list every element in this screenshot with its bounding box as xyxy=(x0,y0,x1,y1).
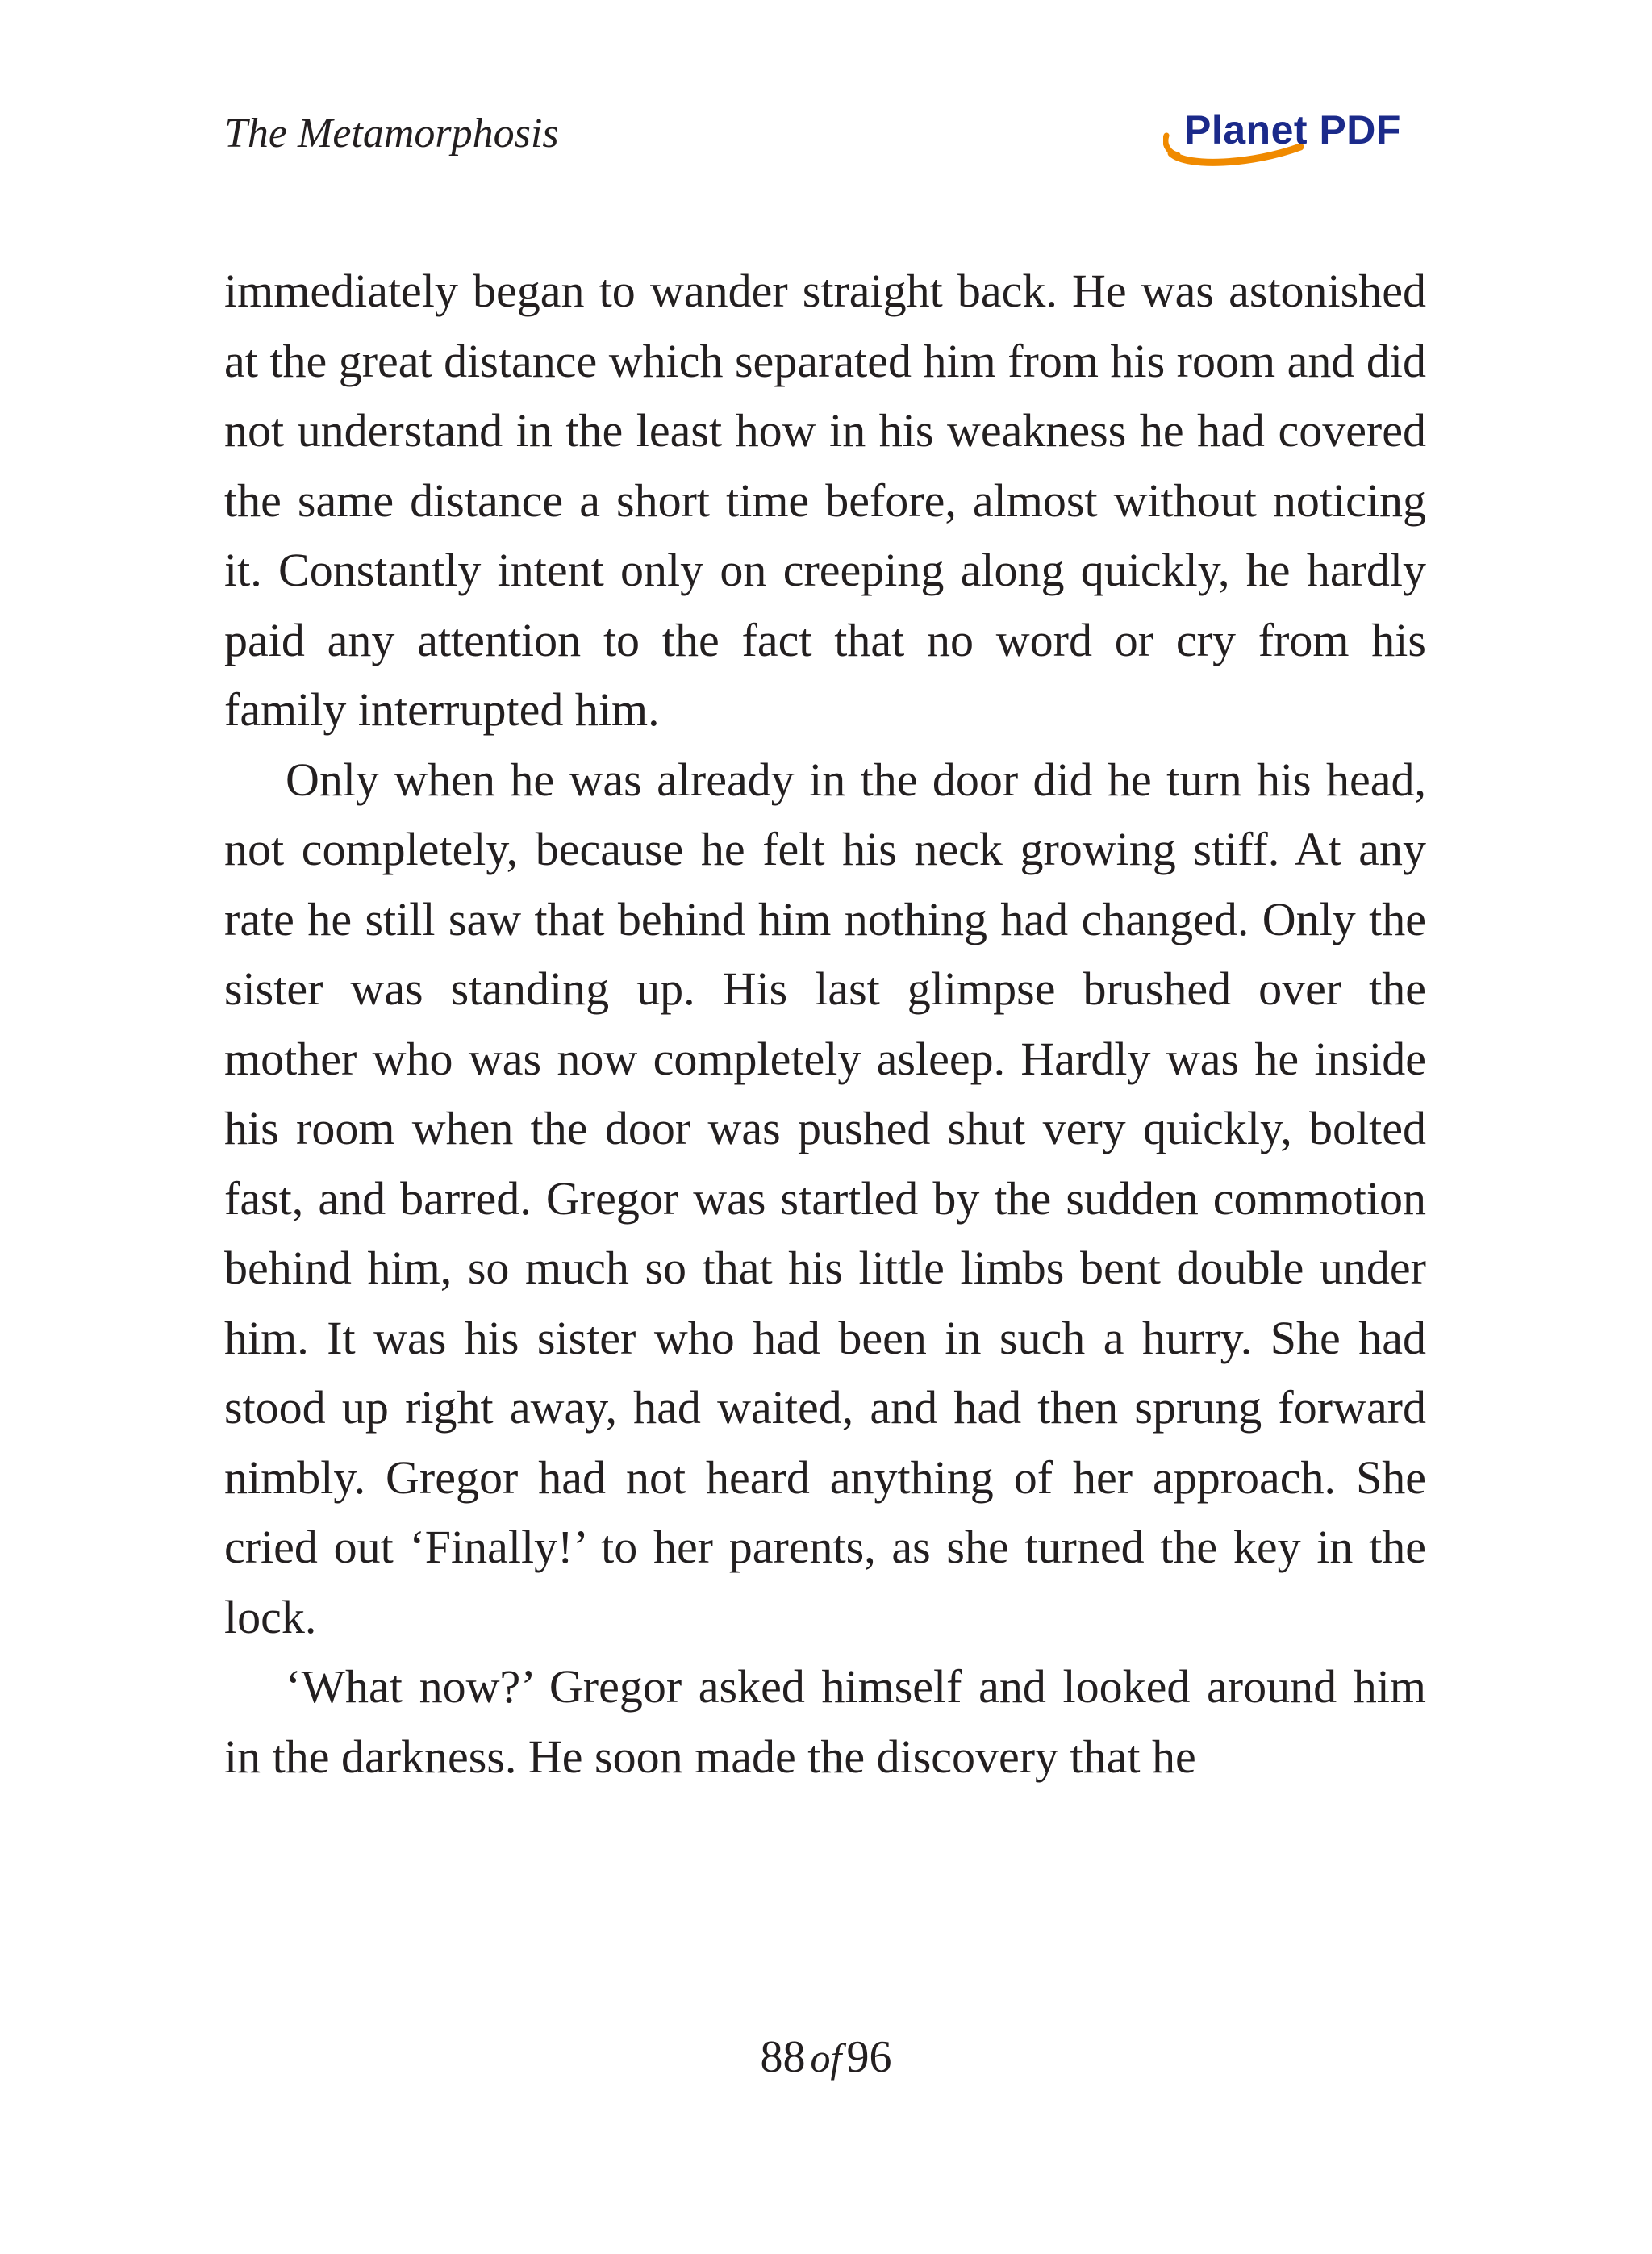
current-page-number: 88 xyxy=(760,2032,806,2082)
planet-pdf-logo xyxy=(1163,105,1413,168)
logo-text: Planet PDF xyxy=(1184,107,1401,152)
paragraph: ‘What now?’ Gregor asked himself and looked around him in the darkness. He soon made the discovery that he xyxy=(224,1660,1426,1783)
of-label: of xyxy=(810,2035,842,2081)
book-title: The Metamorphosis xyxy=(224,111,559,157)
page-number xyxy=(0,2025,1652,2090)
paragraph: Only when he was already in the door did he turn his head, not completely, because he felt his neck growing stiff. At any rate he still saw that behind him nothing had changed. Only the sister was standing up. His last glimpse brushed over the mother who was now completely asleep. Hardly was he inside his room when the door was pushed shut very quickly, bolted fast, and barred. Gregor was startled by the sudden commotion behind him, so much so that his little limbs bent double under him. It was his sister who had been in such a hurry. She had stood up right away, had waited, and had then sprung forward nimbly. Gregor had not heard anything of her approach. She cried out ‘Finally!’ to her parents, as she turned the key in the lock. xyxy=(224,753,1426,1643)
page-header xyxy=(224,105,1426,169)
page-body xyxy=(224,257,1426,1792)
paragraph: immediately began to wander straight back. He was astonished at the great distance which separated him from his room and did not understand in the least how in his weakness he had covered the same distance a short time before, almost without noticing it. Constantly intent only on creeping along quickly, he hardly paid any attention to the fact that no word or cry from his family interrupted him. xyxy=(224,265,1426,736)
total-pages-number: 96 xyxy=(846,2032,892,2082)
